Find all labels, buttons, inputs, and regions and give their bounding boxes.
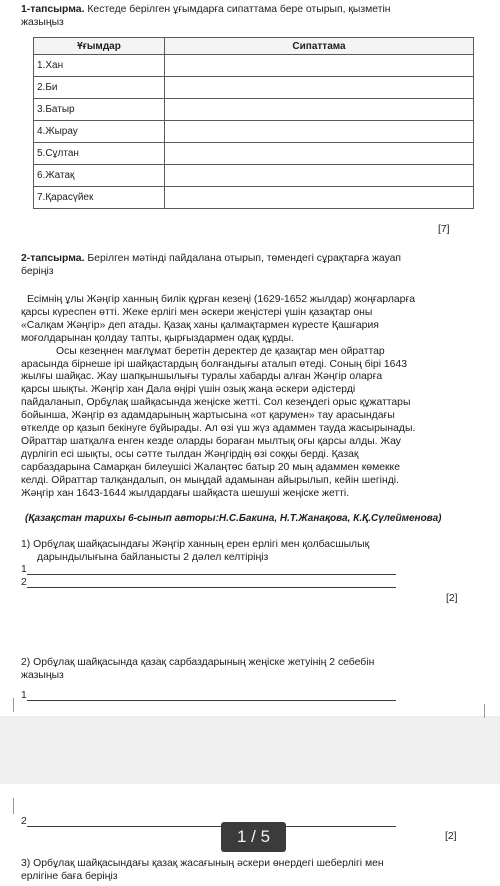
passage-line: келді. Ойраттар талқандалып, он мыңдай адамынан айырылып, кейін шегінді. (21, 474, 399, 486)
question2-answer-line-1[interactable] (27, 700, 396, 701)
task1-heading (21, 3, 391, 16)
task2-instruction-line2: беріңіз (21, 266, 54, 277)
table-row (34, 77, 474, 99)
concept-cell: 6.Жатақ (34, 165, 165, 187)
passage-line: моғолдарынан қолдау тапты, қырғыздармен одақ құрды. (21, 332, 294, 344)
description-cell[interactable] (165, 77, 474, 99)
description-cell[interactable] (165, 55, 474, 77)
table-row (34, 143, 474, 165)
passage-line: Осы кезеңнен мағлұмат беретін деректер де қазақтар мен ойраттар (56, 345, 385, 357)
table-row (34, 55, 474, 77)
description-cell[interactable] (165, 121, 474, 143)
passage-line: жылғы шайқас. Жау шапқыншылығы туралы хабарды алған Жәңгір оларға (21, 371, 383, 383)
passage-line: арасында бірнеше ірі шайқастардың болғандығы аталып өтеді. Соның бірі 1643 (21, 358, 408, 370)
concept-cell: 4.Жырау (34, 121, 165, 143)
question2-line1: 2) Орбұлақ шайқасында қазақ сарбаздарының жеңіске жетуінің 2 себебін (21, 657, 375, 668)
question2-line2: жазыңыз (21, 670, 64, 681)
passage-line: Жәңгір хан 1643-1644 жылдардағы шайқаста шешуші жеңіске жетті. (21, 487, 350, 499)
task1-instruction-line1: Кестеде берілген ұғымдарға сипаттама бере отырып, қызметін (87, 4, 391, 15)
concept-cell: 1.Хан (34, 55, 165, 77)
table-row (34, 165, 474, 187)
header-concepts: Ұғымдар (34, 38, 165, 55)
passage-line: пайдаланып, Орбұлақ шайқасында жеңіске жетті. Сол кезеңдегі орыс құжаттары (21, 397, 411, 409)
concept-cell: 7.Қарасүйек (34, 187, 165, 209)
question2-answer-label-2: 2 (21, 816, 27, 827)
question1-line1: 1) Орбұлақ шайқасындағы Жәңгір ханның ерен ерлігі мен қолбасшылық (21, 539, 370, 550)
passage-line: қарсы шықты. Жәңгір хан Дала өңірі үшін озық жаңа әскери әдістерді (21, 384, 356, 396)
answer-line-1[interactable] (27, 574, 396, 575)
passage-line: «Салқам Жәңгір» деп атады. Қазақ ханы қалмақтармен күресте Қашғария (21, 319, 379, 331)
header-description: Сипаттама (165, 38, 474, 55)
description-cell[interactable] (165, 187, 474, 209)
answer-line-label-2: 2 (21, 577, 27, 588)
task1-label: 1-тапсырма. (21, 4, 85, 15)
passage-line: сарбаздарына Самарқан билеушісі Жалаңтөс батыр 20 мың адаммен көмекке (21, 461, 400, 473)
table-row (34, 121, 474, 143)
scan-mark-right (484, 704, 485, 718)
question3-line1: 3) Орбұлақ шайқасындағы қазақ жасағының әскери өнердегі шеберлігі мен (21, 858, 384, 869)
passage-line: өткелде ор қазып бекінуге бұйырады. Ал өзі үш жүз адаммен тауда жасырынады. (21, 423, 416, 434)
task1-score: [7] (438, 224, 450, 235)
description-cell[interactable] (165, 165, 474, 187)
task1-instruction-line2: жазыңыз (21, 17, 64, 28)
question3-line2: ерлігіне баға беріңіз (21, 871, 118, 882)
task2-heading (21, 252, 401, 265)
task2-instruction-line1: Берілген мәтінді пайдалана отырып, төмендегі сұрақтарға жауап (87, 253, 402, 264)
concept-cell: 3.Батыр (34, 99, 165, 121)
concepts-table (33, 37, 474, 209)
question2-answer-line-2[interactable] (27, 826, 396, 827)
task2-label: 2-тапсырма. (21, 253, 85, 264)
passage-line: қарсы күреспен өтті. Жеке ерлігі мен әскери жеңістері үшін қазақтар оны (21, 306, 373, 318)
page-break (0, 716, 500, 784)
passage-line: Есімнің ұлы Жәңгір ханның билік құрған кезеңі (1629-1652 жылдар) жоңғарларға (27, 294, 416, 305)
description-cell[interactable] (165, 143, 474, 165)
table-row (34, 187, 474, 209)
passage-source: (Қазақстан тарихы 6-сынып авторы:Н.С.Бакина, Н.Т.Жанақова, К.Қ.Сүлейменова) (25, 513, 442, 524)
description-cell[interactable] (165, 99, 474, 121)
answer-line-2[interactable] (27, 587, 396, 588)
passage-line: Ойраттар шатқалға енген кезде оларды бораған мылтық оғы қарсы алды. Жау (21, 435, 401, 447)
table-row (34, 99, 474, 121)
question2-answer-label-1: 1 (21, 690, 27, 701)
scan-mark-left-lower (13, 798, 14, 814)
table-header-row (34, 38, 474, 55)
passage-line: бойынша, Жәңгір өз адамдарының жартысына «от қарумен» тау арасындағы (21, 410, 395, 422)
question2-score: [2] (445, 831, 457, 842)
scan-mark-left (13, 698, 14, 712)
question1-line2: дарындылығына байланысты 2 дәлел келтіріңіз (37, 552, 269, 563)
page-indicator[interactable]: 1 / 5 (221, 822, 286, 852)
answer-line-label-1: 1 (21, 564, 27, 575)
concept-cell: 2.Би (34, 77, 165, 99)
question1-score: [2] (446, 593, 458, 604)
concept-cell: 5.Сұлтан (34, 143, 165, 165)
passage-line: дүрлігіп есі шықты, осы сәтте тылдан Жәңгірдің өзі соққы берді. Қазақ (21, 448, 359, 460)
